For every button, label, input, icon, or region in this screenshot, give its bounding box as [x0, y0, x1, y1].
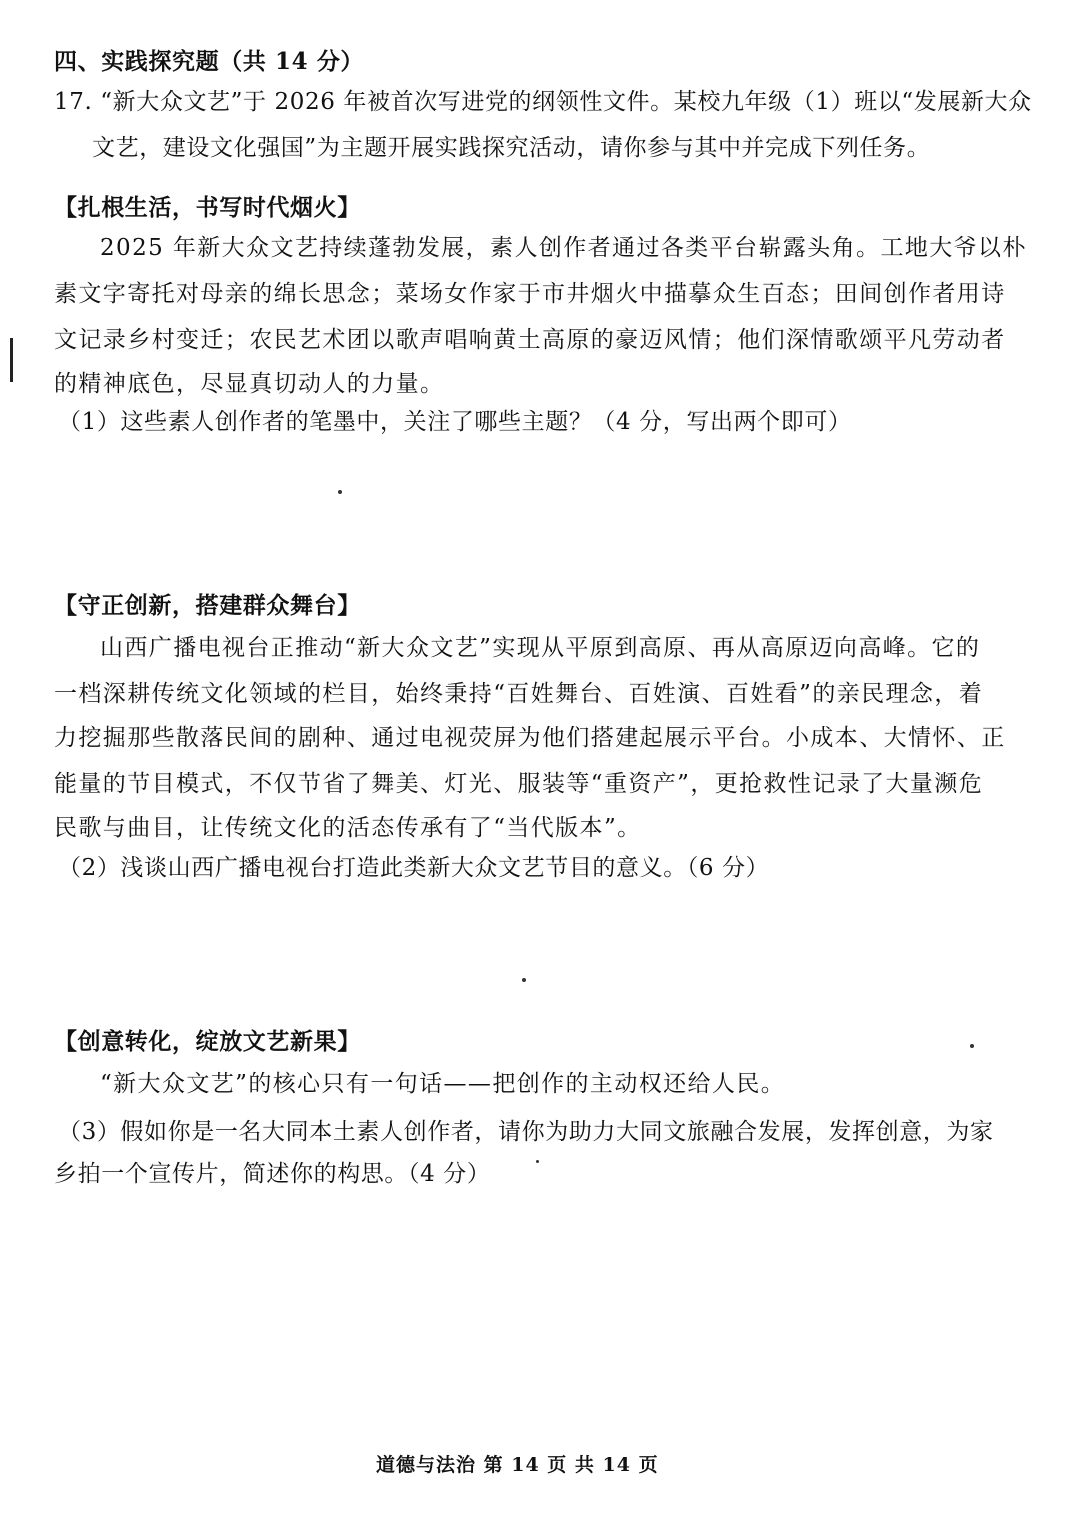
question-17-line1: 17. “新大众文艺”于 2026 年被首次写进党的纲领性文件。某校九年级（1）班以“发展新大众	[54, 89, 1032, 115]
part3-task-line2: 乡拍一个宣传片，简述你的构思。（4 分）	[54, 1161, 491, 1187]
part1-task: （1）这些素人创作者的笔墨中，关注了哪些主题？（4 分，写出两个即可）	[58, 409, 852, 435]
part1-heading: 【扎根生活，书写时代烟火】	[54, 194, 361, 221]
part1-passage-line: 的精神底色，尽显真切动人的力量。	[54, 371, 445, 397]
part2-task: （2）浅谈山西广播电视台打造此类新大众文艺节目的意义。（6 分）	[58, 855, 770, 881]
section-title: 四、实践探究题（共 14 分）	[54, 48, 365, 75]
part2-heading: 【守正创新，搭建群众舞台】	[54, 592, 361, 619]
part2-passage-line: 能量的节目模式，不仅节省了舞美、灯光、服装等“重资产”，更抢救性记录了大量濒危	[54, 771, 984, 797]
part2-passage-line: 民歌与曲目，让传统文化的活态传承有了“当代版本”。	[54, 815, 642, 841]
scan-speck	[522, 978, 526, 982]
part1-passage-line: 素文字寄托对母亲的绵长思念；菜场女作家于市井烟火中描摹众生百态；田间创作者用诗	[54, 281, 1006, 307]
part2-passage-line: 一档深耕传统文化领域的栏目，始终秉持“百姓舞台、百姓演、百姓看”的亲民理念，着	[54, 681, 984, 707]
part3-passage: “新大众文艺”的核心只有一句话——把创作的主动权还给人民。	[100, 1071, 786, 1097]
scan-speck	[338, 490, 342, 494]
part2-passage-line: 力挖掘那些散落民间的剧种、通过电视荧屏为他们搭建起展示平台。小成本、大情怀、正	[54, 725, 1006, 751]
scan-speck	[970, 1044, 974, 1048]
scan-speck	[536, 1160, 539, 1163]
scan-edge-mark	[10, 338, 13, 382]
page-footer: 道德与法治 第 14 页 共 14 页	[376, 1454, 659, 1476]
part1-passage-line: 文记录乡村变迁；农民艺术团以歌声唱响黄土高原的豪迈风情；他们深情歌颂平凡劳动者	[54, 327, 1006, 353]
question-17-line2: 文艺，建设文化强国”为主题开展实践探究活动，请你参与其中并完成下列任务。	[92, 135, 931, 161]
part2-passage-line: 山西广播电视台正推动“新大众文艺”实现从平原到高原、再从高原迈向高峰。它的	[100, 635, 981, 661]
part3-heading: 【创意转化，绽放文艺新果】	[54, 1028, 361, 1055]
part1-passage-line: 2025 年新大众文艺持续蓬勃发展，素人创作者通过各类平台崭露头角。工地大爷以朴	[100, 235, 1027, 261]
part3-task-line1: （3）假如你是一名大同本土素人创作者，请你为助力大同文旅融合发展，发挥创意，为家	[58, 1119, 994, 1145]
